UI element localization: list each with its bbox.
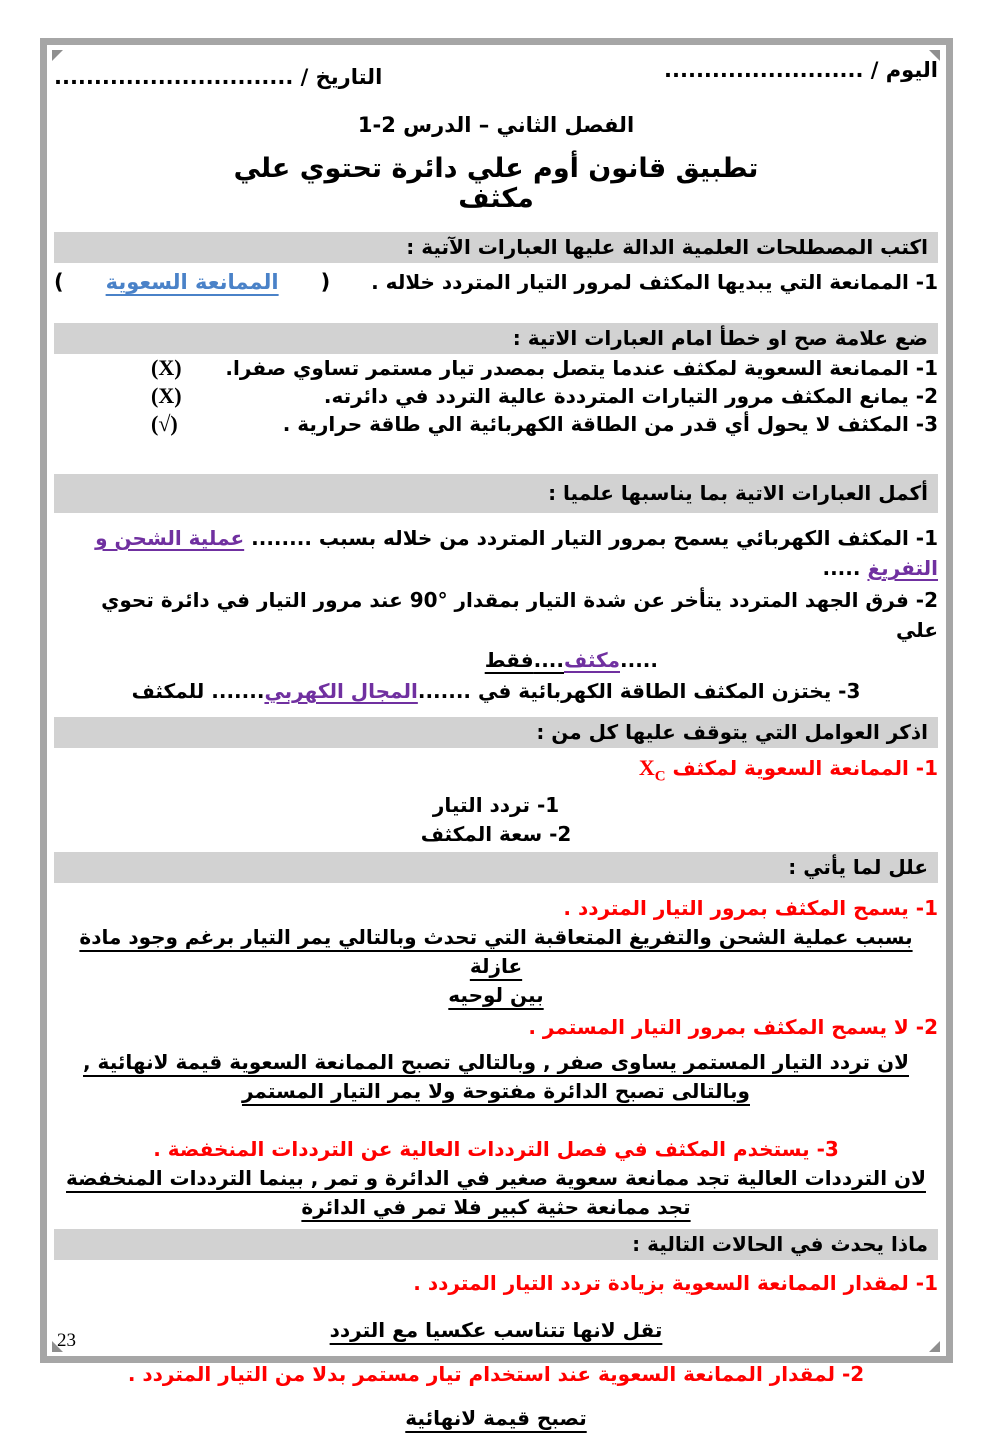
complete-q3-tail: للمكثف	[131, 679, 205, 703]
date-label: التاريخ / ..............................	[54, 65, 383, 89]
what-happens-answer-1: تقل لانها تتناسب عكسيا مع التردد	[329, 1318, 663, 1343]
day-label: اليوم / .........................	[664, 58, 938, 82]
justify-answer-1-line2: بين لوحيه	[448, 983, 544, 1008]
page-border-left	[40, 38, 47, 1363]
true-false-mark: (X)	[151, 355, 182, 380]
justify-question-2: 2- لا يسمح المكثف بمرور التيار المستمر .	[528, 1015, 938, 1040]
section-header-terms: اكتب المصطلحات العلمية الدالة عليها العبارات الآتية :	[54, 232, 938, 263]
complete-q3-answer: المجال الكهربي	[264, 679, 418, 703]
complete-q1-dots-after: .....	[822, 556, 861, 580]
complete-q2-dots1: .....	[620, 648, 658, 672]
page-title	[54, 149, 938, 214]
chapter-lesson-line: الفصل الثاني – الدرس 2-1	[357, 113, 635, 137]
complete-item-2-line2	[54, 645, 938, 675]
justify-question-3: 3- يستخدم المكثف في فصل الترددات العالية عن الترددات المنخفضة .	[153, 1137, 839, 1162]
justify-answer-2-line1: لان تردد التيار المستمر يساوى صفر , وبالتالي تصبح الممانعة السعوية قيمة لانهائية ,	[83, 1050, 909, 1075]
day-date-row	[54, 58, 938, 89]
terms-answer: الممانعة السعوية	[105, 270, 279, 294]
what-happens-question-2: 2- لمقدار الممانعة السعوية عند استخدام تيار مستمر بدلا من التيار المتردد .	[127, 1362, 865, 1387]
section-header-true-false: ضع علامة صح او خطأ امام العبارات الاتية :	[54, 323, 938, 354]
complete-q3-text: 3- يختزن المكثف الطاقة الكهربائية في	[478, 679, 861, 703]
true-false-row	[54, 354, 938, 382]
factors-item	[54, 753, 938, 791]
complete-q2-dots2: ....	[533, 648, 564, 672]
true-false-mark: (X)	[151, 383, 182, 408]
page-border-right	[946, 38, 953, 1363]
true-false-statement: 2- يمانع المكثف مرور التيارات المترددة عالية التردد في دائرته.	[323, 384, 938, 408]
open-paren: (	[54, 270, 64, 294]
complete-item-1	[54, 523, 938, 583]
justify-answer-3-line1: لان الترددات العالية تجد ممانعة سعوية صغير في الدائرة و تمر , بينما الترددات المنخفضة	[66, 1166, 926, 1191]
page-number: 23	[57, 1330, 76, 1351]
complete-item-3	[54, 675, 938, 707]
page-border-top	[40, 38, 953, 45]
document-content	[54, 52, 938, 1433]
terms-question: 1- الممانعة التي يبديها المكثف لمرور التيار المتردد خلاله .	[371, 270, 938, 294]
true-false-statement: 1- الممانعة السعوية لمكثف عندما يتصل بمصدر تيار مستمر تساوي صفرا.	[225, 356, 938, 380]
complete-q1-dots-before: ........	[251, 526, 312, 550]
page-title-line2: مكثف	[458, 183, 534, 214]
terms-question-row	[54, 267, 938, 297]
capacitive-reactance-symbol: $X_C$	[638, 755, 666, 785]
complete-q1-answer: عملية الشحن و التفريغ	[95, 526, 938, 580]
section-header-justify: علل لما يأتي :	[54, 852, 938, 883]
complete-item-2-line1: 2- فرق الجهد المتردد يتأخر عن شدة التيار بمقدار °90 عند مرور التيار في دائرة تحوي علي	[101, 588, 938, 642]
complete-q3-dots2: .......	[211, 679, 265, 703]
justify-answer-3-line2: تجد ممانعة حثية كبير فلا تمر في الدائرة	[301, 1195, 691, 1220]
justify-answer-1-line1: بسبب عملية الشحن والتفريغ المتعاقبة التي تحدث وبالتالي يمر التيار برغم وجود مادة عازلة	[79, 925, 913, 979]
complete-q1-text: 1- المكثف الكهربائي يسمح بمرور التيار المتردد من خلاله بسبب	[318, 526, 938, 550]
factors-item-text: 1- الممانعة السعوية لمكثف	[672, 756, 938, 780]
section-header-factors: اذكر العوامل التي يتوقف عليها كل من :	[54, 717, 938, 748]
justify-answer-2-line2: وبالتالى تصبح الدائرة مفتوحة ولا يمر التيار المستمر	[241, 1079, 750, 1104]
true-false-statement: 3- المكثف لا يحول أي قدر من الطاقة الكهربائية الي طاقة حرارية .	[282, 412, 938, 436]
true-false-mark: (√)	[151, 411, 178, 436]
true-false-row	[54, 410, 938, 438]
what-happens-question-1: 1- لمقدار الممانعة السعوية بزيادة تردد التيار المتردد .	[413, 1271, 938, 1296]
complete-q2-answer: مكثف	[564, 648, 620, 672]
factors-sub-item-1: 1- تردد التيار	[432, 793, 560, 818]
section-header-what-happens: ماذا يحدث في الحالات التالية :	[54, 1229, 938, 1260]
complete-q3-dots1: .......	[417, 679, 472, 703]
what-happens-answer-2: تصبح قيمة لانهائية	[405, 1406, 587, 1431]
close-paren: )	[320, 270, 331, 294]
factors-sub-item-2: 2- سعة المكثف	[420, 822, 572, 847]
true-false-row	[54, 382, 938, 410]
terms-answer-group	[54, 267, 330, 297]
page-title-line1: تطبيق قانون أوم علي دائرة تحتوي علي	[233, 153, 759, 184]
section-header-complete: أكمل العبارات الاتية بما يناسبها علميا :	[54, 474, 938, 513]
justify-question-1: 1- يسمح المكثف بمرور التيار المتردد .	[563, 896, 938, 921]
complete-q2-tail: فقط	[484, 648, 534, 672]
